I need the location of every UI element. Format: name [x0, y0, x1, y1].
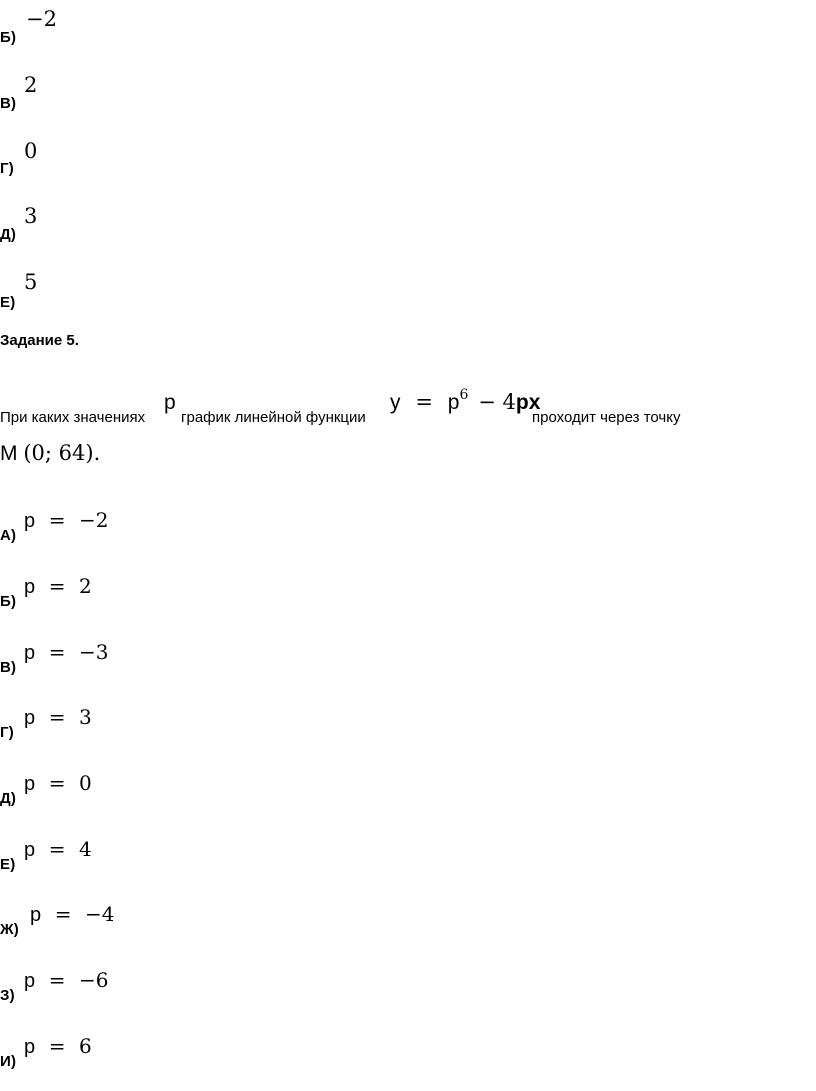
option-label: Д): [0, 226, 17, 243]
option-value: 2: [79, 574, 92, 598]
question-text-3: проходит через точку: [532, 409, 681, 426]
point-letter: M: [0, 442, 18, 465]
option-value: 2: [24, 73, 38, 97]
func-eq: =: [415, 390, 433, 414]
option-eq: =: [54, 902, 72, 926]
point-m: [0, 443, 100, 464]
func-px: px: [515, 391, 541, 414]
option-label: А): [0, 527, 17, 544]
option-label: Г): [0, 724, 14, 741]
function-formula: [390, 387, 541, 416]
question-text-2: график линейной функции: [181, 409, 366, 426]
option-var: p: [24, 510, 36, 532]
question-text-1: При каких значениях: [0, 409, 146, 426]
option-label: В): [0, 659, 17, 676]
option-eq: =: [48, 574, 66, 598]
option-value: 6: [79, 1034, 92, 1058]
option-eq: =: [48, 1034, 66, 1058]
option-var: p: [24, 1036, 36, 1058]
option-value: 4: [79, 837, 92, 861]
option-value: 3: [24, 204, 38, 228]
option-var: p: [24, 707, 36, 729]
option-eq: =: [48, 837, 66, 861]
option-label: Г): [0, 160, 14, 177]
option-eq: =: [48, 968, 66, 992]
option-eq: =: [48, 771, 66, 795]
option-label: Е): [0, 856, 16, 873]
option-label: И): [0, 1053, 17, 1070]
option-var: p: [30, 904, 42, 926]
option-value: −3: [79, 640, 109, 664]
option-var: p: [24, 773, 36, 795]
option-label: Д): [0, 790, 17, 807]
option-value: −2: [79, 508, 109, 532]
option-label: Б): [0, 29, 17, 46]
option-label: Б): [0, 593, 17, 610]
option-eq: =: [48, 508, 66, 532]
func-y: y: [390, 391, 401, 414]
option-label: В): [0, 95, 17, 112]
option-label: Ж): [0, 921, 19, 938]
option-label: З): [0, 987, 15, 1004]
option-value: 3: [79, 705, 92, 729]
option-value: 5: [24, 270, 38, 294]
option-eq: =: [48, 640, 66, 664]
option-eq: =: [48, 705, 66, 729]
var-p: p: [164, 391, 176, 414]
point-coords: (0; 64).: [23, 441, 101, 465]
task-title: Задание 5.: [0, 332, 79, 349]
option-value: −6: [79, 968, 109, 992]
option-value: 0: [24, 139, 38, 163]
func-p: p: [447, 391, 460, 414]
option-value: −2: [26, 7, 57, 31]
option-var: p: [24, 970, 36, 992]
func-minus-4: − 4: [478, 390, 516, 414]
option-value: 0: [79, 771, 92, 795]
option-var: p: [24, 576, 36, 598]
option-label: Е): [0, 294, 16, 311]
option-value: −4: [85, 902, 115, 926]
option-var: p: [24, 839, 36, 861]
func-exponent: 6: [459, 387, 469, 403]
option-var: p: [24, 642, 36, 664]
